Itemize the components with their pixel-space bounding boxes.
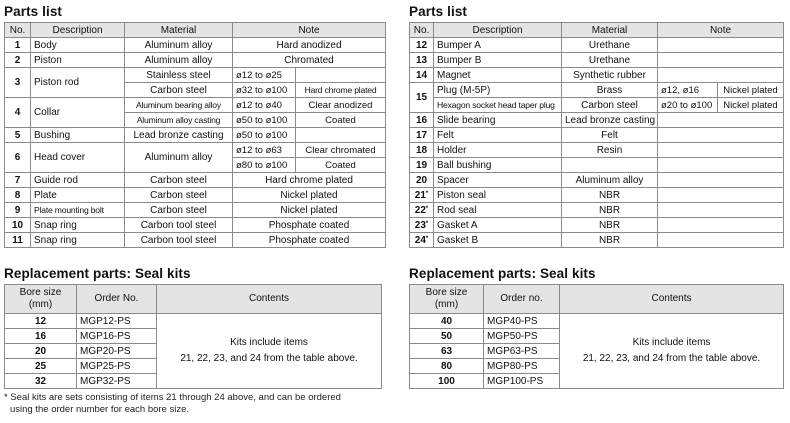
part-description: Plate mounting bolt <box>31 203 125 218</box>
kit-contents-line2: 21, 22, 23, and 24 from the table above. <box>582 353 761 364</box>
kit-contents-line1: Kits include items <box>230 337 308 348</box>
part-size-range: ø50 to ø100 <box>233 128 296 143</box>
header-contents: Contents <box>560 285 784 314</box>
part-treatment: Hard chrome plated <box>296 83 386 98</box>
part-no: 2 <box>5 53 31 68</box>
part-number: 21 <box>414 189 426 201</box>
part-description: Gasket B <box>434 233 562 248</box>
part-note: Phosphate coated <box>233 233 386 248</box>
part-material: Aluminum alloy <box>562 173 658 188</box>
part-material: Urethane <box>562 53 658 68</box>
part-description: Snap ring <box>31 233 125 248</box>
part-no: 7 <box>5 173 31 188</box>
part-description: Guide rod <box>31 173 125 188</box>
table-row <box>5 188 386 203</box>
part-no <box>410 218 434 233</box>
part-material: Stainless steel <box>125 68 233 83</box>
part-description: Bumper B <box>434 53 562 68</box>
seal-kit-mark: * <box>425 235 429 242</box>
table-row <box>410 143 784 158</box>
part-note: Hard chrome plated <box>233 173 386 188</box>
table-row <box>5 218 386 233</box>
part-note <box>658 143 784 158</box>
part-material: Carbon steel <box>125 188 233 203</box>
header-note: Note <box>658 23 784 38</box>
header-order-no: Order No. <box>77 285 157 314</box>
part-treatment <box>296 128 386 143</box>
part-material: Resin <box>562 143 658 158</box>
part-size-range: ø20 to ø100 <box>658 98 718 113</box>
order-number: MGP16-PS <box>77 329 157 344</box>
part-description: Ball bushing <box>434 158 562 173</box>
part-treatment: Nickel plated <box>718 83 784 98</box>
table-row <box>5 68 386 83</box>
part-description: Slide bearing <box>434 113 562 128</box>
part-material: Carbon tool steel <box>125 218 233 233</box>
order-number: MGP32-PS <box>77 374 157 389</box>
part-material: NBR <box>562 218 658 233</box>
parts-table-right <box>409 22 784 248</box>
header-bore-size-label: Bore size <box>425 287 468 298</box>
table-row <box>5 98 386 113</box>
parts-list-left <box>4 2 386 248</box>
part-no: 4 <box>5 98 31 128</box>
part-no: 10 <box>5 218 31 233</box>
parts-list-right <box>409 2 784 248</box>
kit-contents-line2: 21, 22, 23, and 24 from the table above. <box>180 353 358 364</box>
part-no: 11 <box>5 233 31 248</box>
part-no: 8 <box>5 188 31 203</box>
part-no: 1 <box>5 38 31 53</box>
part-description: Body <box>31 38 125 53</box>
part-material: Aluminum bearing alloy <box>125 98 233 113</box>
part-treatment: Coated <box>296 158 386 173</box>
table-row <box>5 128 386 143</box>
bore-size: 63 <box>410 344 484 359</box>
seal-kits-left-title: Replacement parts: Seal kits <box>4 266 191 281</box>
part-description: Felt <box>434 128 562 143</box>
kit-contents <box>157 314 382 389</box>
part-material: NBR <box>562 233 658 248</box>
bore-size: 80 <box>410 359 484 374</box>
table-row <box>5 143 386 158</box>
part-description: Plate <box>31 188 125 203</box>
seal-kits-table-right <box>409 284 784 389</box>
part-material: Carbon steel <box>125 203 233 218</box>
order-number: MGP50-PS <box>484 329 560 344</box>
bore-size: 12 <box>5 314 77 329</box>
header-no: No. <box>5 23 31 38</box>
bore-size: 20 <box>5 344 77 359</box>
part-note <box>658 68 784 83</box>
table-row <box>5 203 386 218</box>
part-note: Chromated <box>233 53 386 68</box>
header-bore-size-unit: (mm) <box>434 299 459 310</box>
seal-kits-table-left <box>4 284 382 389</box>
part-note <box>658 203 784 218</box>
header-description: Description <box>434 23 562 38</box>
part-note <box>658 53 784 68</box>
part-size-range: ø32 to ø100 <box>233 83 296 98</box>
order-number: MGP63-PS <box>484 344 560 359</box>
part-note <box>658 128 784 143</box>
header-material: Material <box>562 23 658 38</box>
order-number: MGP40-PS <box>484 314 560 329</box>
part-description: Piston seal <box>434 188 562 203</box>
parts-list-right-title: Parts list <box>409 4 468 19</box>
order-number: MGP80-PS <box>484 359 560 374</box>
header-order-no: Order no. <box>484 285 560 314</box>
part-no <box>410 233 434 248</box>
order-number: MGP12-PS <box>77 314 157 329</box>
part-no: 6 <box>5 143 31 173</box>
table-row <box>410 98 784 113</box>
part-material: NBR <box>562 188 658 203</box>
part-material: Aluminum alloy casting <box>125 113 233 128</box>
part-description: Spacer <box>434 173 562 188</box>
part-material: Carbon steel <box>125 173 233 188</box>
parts-table-left <box>4 22 386 248</box>
table-header-row <box>410 285 784 314</box>
part-no <box>410 203 434 218</box>
part-material: Aluminum alloy <box>125 53 233 68</box>
part-description: Holder <box>434 143 562 158</box>
part-description: Piston <box>31 53 125 68</box>
order-number: MGP20-PS <box>77 344 157 359</box>
seal-kits-right <box>409 264 784 389</box>
part-no: 9 <box>5 203 31 218</box>
part-material: Carbon steel <box>562 98 658 113</box>
part-note <box>658 158 784 173</box>
kit-contents <box>560 314 784 389</box>
part-no: 19 <box>410 158 434 173</box>
table-row <box>410 53 784 68</box>
part-note: Nickel plated <box>233 188 386 203</box>
part-no: 5 <box>5 128 31 143</box>
kit-contents-line1: Kits include items <box>632 337 711 348</box>
part-description: Piston rod <box>31 68 125 98</box>
part-size-range: ø80 to ø100 <box>233 158 296 173</box>
part-no: 16 <box>410 113 434 128</box>
part-material: Lead bronze casting <box>125 128 233 143</box>
table-header-row <box>5 23 386 38</box>
table-row <box>410 68 784 83</box>
seal-kit-mark: * <box>425 205 429 212</box>
table-header-row <box>410 23 784 38</box>
part-material: Urethane <box>562 38 658 53</box>
table-row <box>410 233 784 248</box>
seal-kits-left <box>4 264 382 416</box>
header-material: Material <box>125 23 233 38</box>
header-bore-size-unit: (mm) <box>28 299 53 310</box>
part-no: 14 <box>410 68 434 83</box>
part-material: Aluminum alloy <box>125 143 233 173</box>
table-row <box>5 173 386 188</box>
part-size-range: ø50 to ø100 <box>233 113 296 128</box>
header-bore-size-label: Bore size <box>19 287 62 298</box>
bore-size: 50 <box>410 329 484 344</box>
part-no: 12 <box>410 38 434 53</box>
header-no: No. <box>410 23 434 38</box>
seal-kit-mark: * <box>425 190 429 197</box>
part-treatment: Nickel plated <box>718 98 784 113</box>
seal-kits-right-title: Replacement parts: Seal kits <box>409 266 596 281</box>
part-material: Felt <box>562 128 658 143</box>
part-no: 18 <box>410 143 434 158</box>
table-row <box>410 38 784 53</box>
part-description: Collar <box>31 98 125 128</box>
part-no: 3 <box>5 68 31 98</box>
order-number: MGP100-PS <box>484 374 560 389</box>
part-treatment: Clear anodized <box>296 98 386 113</box>
part-note <box>658 233 784 248</box>
part-material: Aluminum alloy <box>125 38 233 53</box>
part-no: 20 <box>410 173 434 188</box>
table-row <box>410 173 784 188</box>
part-note: Phosphate coated <box>233 218 386 233</box>
part-description: Gasket A <box>434 218 562 233</box>
part-note: Hard anodized <box>233 38 386 53</box>
table-row <box>5 233 386 248</box>
part-material: Brass <box>562 83 658 98</box>
table-row <box>410 188 784 203</box>
part-no: 15 <box>410 83 434 113</box>
part-description: Snap ring <box>31 218 125 233</box>
seal-kit-footnote <box>4 392 382 416</box>
bore-size: 100 <box>410 374 484 389</box>
header-description: Description <box>31 23 125 38</box>
part-note <box>658 188 784 203</box>
part-size-range: ø12, ø16 <box>658 83 718 98</box>
part-note <box>658 173 784 188</box>
footnote-line1: Seal kits are sets consisting of items 21 through 24 above, and can be ordered <box>10 392 341 403</box>
part-description: Rod seal <box>434 203 562 218</box>
part-size-range: ø12 to ø25 <box>233 68 296 83</box>
part-treatment <box>296 68 386 83</box>
part-material: Carbon steel <box>125 83 233 98</box>
table-row <box>410 113 784 128</box>
part-description: Magnet <box>434 68 562 83</box>
bore-size: 40 <box>410 314 484 329</box>
table-row <box>410 218 784 233</box>
part-number: 24 <box>414 234 426 246</box>
bore-size: 32 <box>5 374 77 389</box>
part-material <box>562 158 658 173</box>
table-row <box>410 158 784 173</box>
part-description: Bushing <box>31 128 125 143</box>
table-row <box>5 38 386 53</box>
bore-size: 25 <box>5 359 77 374</box>
part-size-range: ø12 to ø63 <box>233 143 296 158</box>
part-description: Hexagon socket head taper plug <box>434 98 562 113</box>
header-contents: Contents <box>157 285 382 314</box>
part-material: Synthetic rubber <box>562 68 658 83</box>
seal-kit-mark: * <box>425 220 429 227</box>
part-material: Carbon tool steel <box>125 233 233 248</box>
table-row <box>410 203 784 218</box>
table-row <box>410 83 784 98</box>
table-row <box>5 314 382 329</box>
part-no: 13 <box>410 53 434 68</box>
part-note <box>658 38 784 53</box>
header-bore-size <box>5 285 77 314</box>
part-material: NBR <box>562 203 658 218</box>
header-note: Note <box>233 23 386 38</box>
part-note: Nickel plated <box>233 203 386 218</box>
header-bore-size <box>410 285 484 314</box>
part-treatment: Coated <box>296 113 386 128</box>
table-header-row <box>5 285 382 314</box>
part-number: 23 <box>414 219 426 231</box>
part-size-range: ø12 to ø40 <box>233 98 296 113</box>
footnote-line2: using the order number for each bore size. <box>10 404 190 415</box>
part-material: Lead bronze casting <box>562 113 658 128</box>
part-note <box>658 218 784 233</box>
part-note <box>658 113 784 128</box>
table-row <box>5 53 386 68</box>
table-row <box>410 128 784 143</box>
bore-size: 16 <box>5 329 77 344</box>
part-no: 17 <box>410 128 434 143</box>
footnote-mark: * <box>4 392 8 403</box>
part-description: Bumper A <box>434 38 562 53</box>
part-description: Head cover <box>31 143 125 173</box>
part-treatment: Clear chromated <box>296 143 386 158</box>
part-description: Plug (M-5P) <box>434 83 562 98</box>
parts-list-left-title: Parts list <box>4 4 63 19</box>
part-number: 22 <box>414 204 426 216</box>
order-number: MGP25-PS <box>77 359 157 374</box>
table-row <box>410 314 784 329</box>
part-no <box>410 188 434 203</box>
